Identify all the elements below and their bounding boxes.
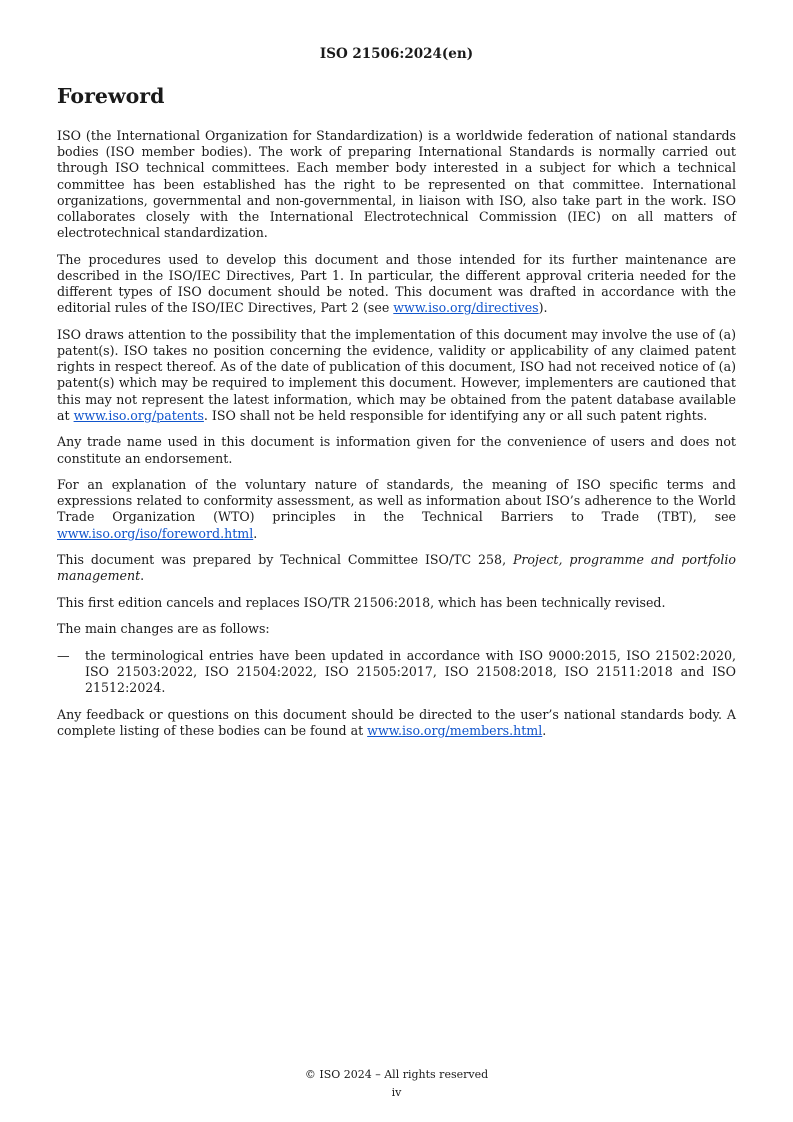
paragraph-feedback: [57, 707, 736, 739]
paragraph-text: ISO draws attention to the possibility that the implementation of this document may involve the use of (a) patent(s). ISO takes no position concerning the evidence, validity or applicability of any claimed patent rights in respect thereof. As of the date of publication of this document, ISO had not received notice of (a) patent(s) which may be required to implement this document. However, implementers are cautioned that this may not represent the latest information, which may be obtained from the patent database available at: [57, 326, 736, 423]
paragraph-text: Any feedback or questions on this document should be directed to the user’s national standards body. A complete listing of these bodies can be found at: [57, 706, 736, 738]
paragraph-text: This document was prepared by Technical Committee ISO/TC 258,: [57, 552, 513, 568]
paragraph-committee: [57, 552, 736, 584]
copyright-notice: © ISO 2024 – All rights reserved: [304, 1068, 489, 1081]
paragraph-text: . ISO shall not be held responsible for identifying any or all such patent rights.: [203, 407, 708, 423]
page-title: Foreword: [57, 84, 165, 108]
paragraph-text: .: [542, 722, 547, 738]
paragraph-iso-intro: ISO (the International Organization for Standardization) is a worldwide federation of national standards bodies (ISO member bodies). The work of preparing International Standards is normally carried out through ISO technical committees. Each member body interested in a subject for which a technical committee has been established has the right to be represented on that committee. International organizations, governmental and non-governmental, in liaison with ISO, also take part in the work. ISO collaborates closely with the International Electrotechnical Commission (IEC) on all matters of electrotechnical standardization.: [57, 128, 736, 241]
list-item: [57, 648, 736, 697]
paragraph-text: .: [253, 525, 258, 541]
members-link[interactable]: www.iso.org/members.html: [367, 722, 543, 738]
foreword-link[interactable]: www.iso.org/iso/foreword.html: [57, 525, 254, 541]
committee-title: Project, programme and portfolio management: [57, 552, 736, 584]
paragraph-procedures: [57, 252, 736, 317]
paragraph-text: For an explanation of the voluntary nature of standards, the meaning of ISO specific terms and expressions related to conformity assessment, as well as information about ISO’s adherence to the World Trade Organization (WTO) principles in the Technical Barriers to Trade (TBT), see: [57, 477, 736, 525]
foreword-body: [57, 128, 736, 749]
page-footer: [0, 1066, 793, 1102]
patents-link[interactable]: www.iso.org/patents: [73, 407, 204, 423]
paragraph-main-changes: The main changes are as follows:: [57, 621, 270, 637]
paragraph-edition: This first edition cancels and replaces ISO/TR 21506:2018, which has been technically revised.: [57, 594, 666, 610]
page-number: iv: [391, 1086, 402, 1099]
dash-bullet: —: [57, 647, 70, 663]
paragraph-text: .: [140, 568, 145, 584]
paragraph-text: ).: [538, 300, 548, 316]
paragraph-trade-name: Any trade name used in this document is information given for the convenience of users and does not constitute an endorsement.: [57, 434, 736, 466]
document-header: ISO 21506:2024(en): [319, 46, 474, 62]
paragraph-voluntary-nature: [57, 477, 736, 542]
directives-link[interactable]: www.iso.org/directives: [393, 300, 539, 316]
paragraph-patents: [57, 327, 736, 424]
list-item-text: the terminological entries have been updated in accordance with ISO 9000:2015, ISO 21502:2020, ISO 21503:2022, ISO 21504:2022, ISO 21505:2017, ISO 21508:2018, ISO 21511:2018 and ISO 21512:2024.: [85, 647, 736, 696]
paragraph-text: The procedures used to develop this document and those intended for its further maintenance are described in the ISO/IEC Directives, Part 1. In particular, the different approval criteria needed for the different types of ISO document should be noted. This document was drafted in accordance with the editorial rules of the ISO/IEC Directives, Part 2 (see: [57, 251, 736, 316]
